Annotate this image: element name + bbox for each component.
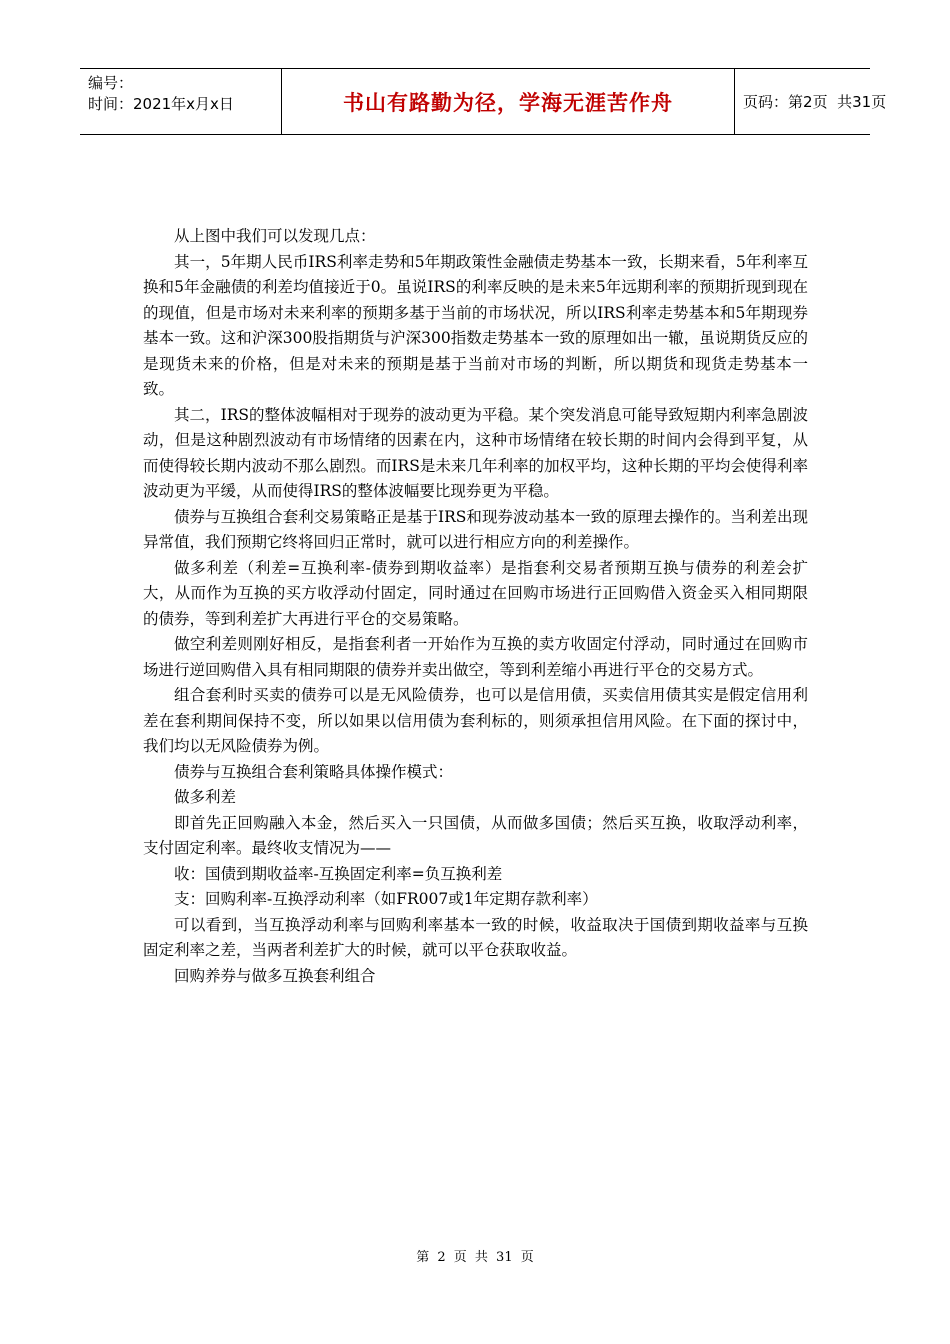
paragraph: 回购养券与做多互换套利组合 <box>174 966 376 985</box>
document-number-label: 编号： <box>88 74 134 92</box>
paragraph: 债券与互换组合套利策略具体操作模式： <box>174 762 454 781</box>
page-current: 2 <box>803 92 813 111</box>
page-mid: 页 共 <box>812 93 853 111</box>
paragraph: 从上图中我们可以发现几点： <box>174 227 376 245</box>
paragraph: 支：回购利率-互换浮动利率（如FR007或1年定期存款利率） <box>174 890 598 908</box>
page-total: 31 <box>852 92 872 111</box>
document-body <box>143 224 808 989</box>
paragraph: 组合套利时买卖的债券可以是无风险债券，也可以是信用债，买卖信用债其实是假定信用利差在套利期间保持不变，所以如果以信用债为套利标的，则须承担信用风险。在下面的探讨中，我们均以无风险债券为例。 <box>143 686 808 755</box>
header-motto-cell <box>282 69 735 134</box>
paragraph: 做空利差则刚好相反，是指套利者一开始作为互换的卖方收固定付浮动，同时通过在回购市场进行逆回购借入具有相同期限的债券并卖出做空，等到利差缩小再进行平仓的交易方式。 <box>143 635 808 679</box>
paragraph: 收：国债到期收益率-互换固定利率=负互换利差 <box>174 864 503 883</box>
paragraph: 做多利差 <box>174 788 237 806</box>
paragraph: 做多利差（利差=互换利率-债券到期收益率）是指套利交易者预期互换与债券的利差会扩大，从而作为互换的买方收浮动付固定，同时通过在回购市场进行正回购借入资金买入相同期限的债券，等到利差扩大再进行平仓的交易策略。 <box>143 558 808 628</box>
paragraph: 其一，5年期人民币IRS利率走势和5年期政策性金融债走势基本一致，长期来看，5年利率互换和5年金融债的利差均值接近于0。虽说IRS的利率反映的是未来5年远期利率的预期折现到现在的现值，但是市场对未来利率的预期多基于当前的市场状况，所以IRS利率走势基本和5年期现券基本一致。这和沪深300股指期货与沪深300指数走势基本一致的原理如出一辙，虽说期货反应的是现货未来的价格，但是对未来的预期是基于当前对市场的判断，所以期货和现货走势基本一致。 <box>143 252 808 398</box>
paragraph: 即首先正回购融入本金，然后买入一只国债，从而做多国债；然后买互换，收取浮动利率，支付固定利率。最终收支情况为—— <box>143 813 808 857</box>
paragraph: 可以看到，当互换浮动利率与回购利率基本一致的时候，收益取决于国债到期收益率与互换固定利率之差，当两者利差扩大的时候，就可以平仓获取收益。 <box>143 915 808 959</box>
page-header <box>80 68 887 135</box>
page-footer: 第 2 页 共 31 页 <box>416 1250 534 1265</box>
paragraph: 其二，IRS的整体波幅相对于现券的波动更为平稳。某个突发消息可能导致短期内利率急剧波动，但是这种剧烈波动有市场情绪的因素在内，这种市场情绪在较长期的时间内会得到平复，从而使得较长期内波动不那么剧烈。而IRS是未来几年利率的加权平均，这种长期的平均会使得利率波动更为平缓，从而使得IRS的整体波幅要比现券更为平稳。 <box>143 405 808 500</box>
header-motto: 书山有路勤为径，学海无涯苦作舟 <box>343 90 673 115</box>
header-page-info <box>735 69 887 134</box>
document-time-label: 时间：2021年x月x日 <box>88 95 234 113</box>
page-label: 页码：第 <box>743 93 804 111</box>
paragraph: 债券与互换组合套利交易策略正是基于IRS和现券波动基本一致的原理去操作的。当利差出现异常值，我们预期它终将回归正常时，就可以进行相应方向的利差操作。 <box>143 507 808 551</box>
header-meta <box>80 69 282 134</box>
page-end: 页 <box>871 93 887 111</box>
